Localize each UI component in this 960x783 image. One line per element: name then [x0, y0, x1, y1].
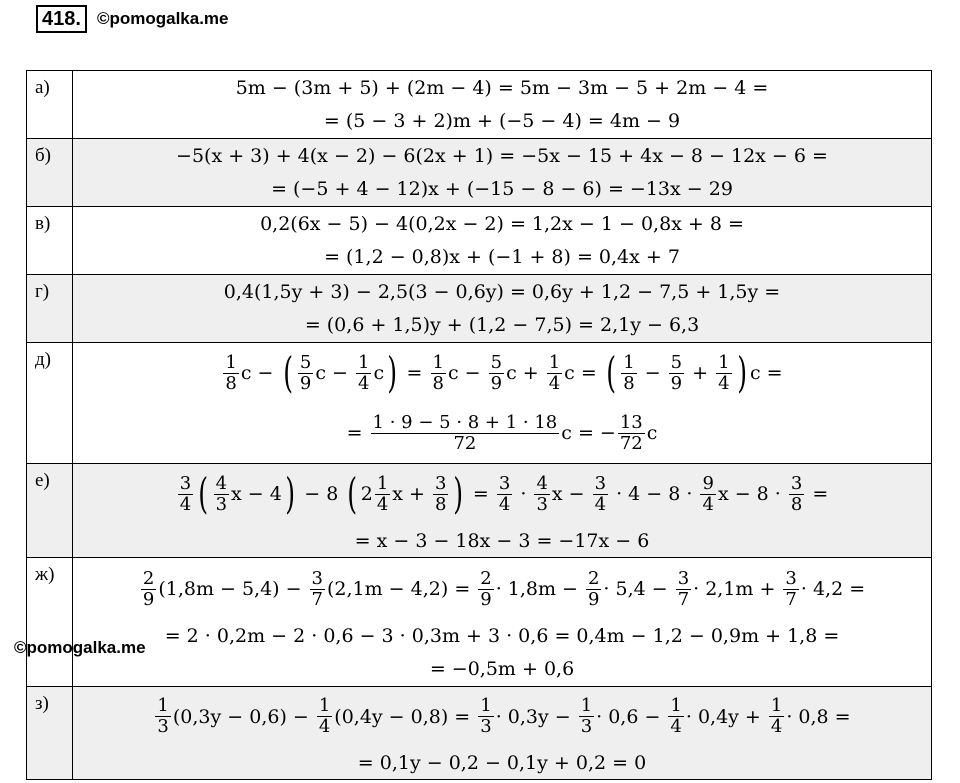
equation-line: = (−5 + 4 − 12)x + (−15 − 8 − 6) = −13x − 29 [271, 178, 733, 200]
equation-line: = −0,5m + 0,6 [429, 657, 575, 680]
table-row [27, 275, 931, 343]
fraction: $\frac{5}{9}$ [670, 351, 683, 394]
fraction: $\frac{3}{8}$ [435, 472, 447, 515]
table-row [27, 207, 931, 275]
equation-line: 3 4 ( 4 3 x − 4 ) − 8 ( 2 1 4 x + $\frac{3}{8}$ ) = $\frac{3}{4}$ · 4 3 x − $\frac{3}{4}$ · 4 − 8 · 9 4 x − 8 · $\frac{3}{8}$ = [179, 469, 829, 518]
fraction: 1 8 [225, 351, 237, 394]
fraction: $\frac{3}{8}$ [790, 472, 803, 515]
fraction: 1 4 [770, 695, 783, 738]
fraction: 9 4 [702, 472, 714, 515]
row-label: а) [27, 71, 73, 138]
table-row [27, 343, 931, 464]
watermark: ©pomogalka.me [14, 638, 146, 657]
fraction: 2 9 [142, 567, 155, 610]
equation-line: = 0,1y − 0,2 − 0,1y + 0,2 = 0 [357, 751, 647, 774]
fraction: 3 7 [677, 567, 690, 610]
fraction: 2 9 [587, 567, 600, 610]
fraction: 3 7 [785, 567, 797, 610]
solution-table [26, 70, 932, 780]
fraction: 1 4 [376, 472, 389, 515]
fraction: 1 4 [670, 695, 682, 738]
header [36, 4, 229, 34]
site-credit: ©pomogalka.me [96, 9, 229, 28]
row-label: г) [27, 275, 73, 342]
fraction: $\frac{3}{4}$ [594, 472, 607, 515]
table-row [27, 71, 931, 139]
table-row [27, 558, 931, 687]
equation-line: 1 8 c − ( 5 9 c − $\frac{1}{4}$ c ) = $\frac{1}{8}$ c − $\frac{5}{9}$ c + $\frac{1}{4}$ c = ( 1 8 − $\frac{5}{9}$ + $\frac{1}{4}$ ) c = [225, 348, 783, 397]
equation-line: 0,2(6x − 5) − 4(0,2x − 2) = 1,2x − 1 − 0,8x + 8 = [260, 213, 744, 235]
fraction: $\frac{1}{4}$ [718, 351, 730, 394]
table-row [27, 687, 931, 780]
row-label: з) [27, 687, 73, 779]
row-label: в) [27, 207, 73, 274]
fraction: $\frac{1}{4}$ [548, 351, 561, 394]
fraction: $\frac{13}{72}$ [619, 411, 643, 454]
fraction: 4 3 [215, 472, 228, 515]
equation-line: 2 9 (1,8m − 5,4) − 3 7 (2,1m − 4,2) = 2 9 · 1,8m − 2 9 · 5,4 − 3 7 · 2,1m + 3 7 · 4,2 = [142, 567, 866, 610]
equation-line: = (0,6 + 1,5)y + (1,2 − 7,5) = 2,1y − 6,3 [304, 314, 700, 336]
equation-line: 1 3 (0,3y − 0,6) − 1 4 (0,4y − 0,8) = 1 3 · 0,3y − 1 3 · 0,6 − 1 4 · 0,4y + 1 4 · 0,8 = [157, 695, 851, 738]
fraction: $\frac{1}{4}$ [358, 351, 370, 394]
fraction: $\frac{5}{9}$ [490, 351, 503, 394]
fraction: 1 8 [623, 351, 635, 394]
fraction: 3 4 [179, 472, 192, 515]
fraction: $\frac{3}{4}$ [498, 472, 511, 515]
equation-line: 0,4(1,5y + 3) − 2,5(3 − 0,6y) = 0,6y + 1,2 − 7,5 + 1,5y = [223, 281, 781, 303]
fraction: $\frac{1}{8}$ [432, 351, 444, 394]
equation-line: 5m − (3m + 5) + (2m − 4) = 5m − 3m − 5 + 2m − 4 = [235, 77, 769, 99]
table-row [27, 139, 931, 207]
equation-line: = (1,2 − 0,8)x + (−1 + 8) = 0,4x + 7 [324, 246, 680, 268]
fraction: 1 3 [480, 695, 492, 738]
exercise-number: 418. [36, 5, 87, 33]
fraction: 1 4 [318, 695, 331, 738]
equation-line: = (5 − 3 + 2)m + (−5 − 4) = 4m − 9 [323, 110, 681, 132]
fraction: 5 9 [299, 351, 312, 394]
fraction: 1 3 [580, 695, 593, 738]
fraction: 2 9 [480, 567, 492, 610]
row-label: ж) [27, 558, 73, 686]
equation-line: = x − 3 − 18x − 3 = −17x − 6 [354, 529, 650, 552]
fraction: 4 3 [536, 472, 548, 515]
fraction: 3 7 [311, 567, 323, 610]
fraction: $\frac{1 \cdot 9 - 5 \cdot 8 + 1 \cdot 18}{72}$ [372, 411, 558, 454]
equation-line: = $\frac{1 \cdot 9 - 5 \cdot 8 + 1 \cdot 18}{72}$ c = − $\frac{13}{72}$ c [346, 411, 658, 454]
row-label: е) [27, 464, 73, 557]
equation-line: = 2 · 0,2m − 2 · 0,6 − 3 · 0,3m + 3 · 0,6 = 0,4m − 1,2 − 0,9m + 1,8 = [164, 624, 840, 647]
table-row [27, 464, 931, 558]
fraction: 1 3 [157, 695, 169, 738]
equation-line: −5(x + 3) + 4(x − 2) − 6(2x + 1) = −5x − 15 + 4x − 8 − 12x − 6 = [176, 145, 828, 167]
row-label: д) [27, 343, 73, 463]
row-label: б) [27, 139, 73, 206]
